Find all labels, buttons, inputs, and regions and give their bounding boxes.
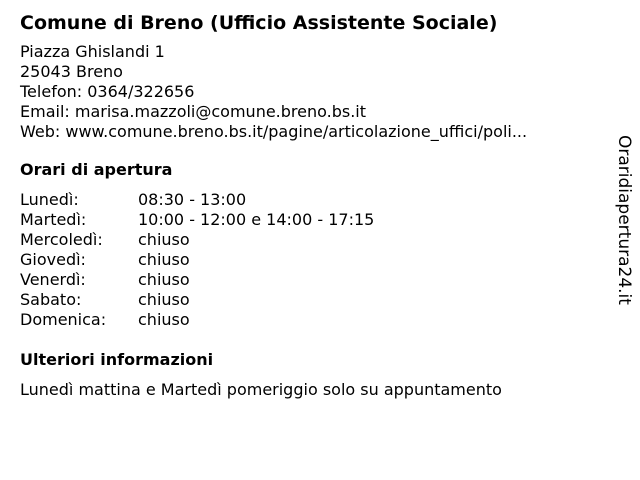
phone: Telefon: 0364/322656 (20, 82, 195, 101)
day-label: Domenica: (20, 310, 107, 329)
time-value: 10:00 - 12:00 e 14:00 - 17:15 (138, 210, 375, 229)
further-info-heading: Ulteriori informazioni (20, 350, 214, 369)
time-value: chiuso (138, 230, 190, 249)
day-label: Martedì: (20, 210, 87, 229)
info-card (20, 10, 600, 400)
hours-row-friday (20, 270, 600, 290)
website-link[interactable]: Web: www.comune.breno.bs.it/pagine/articolazione_uffici/poli... (20, 122, 528, 141)
address-block (20, 42, 600, 142)
day-label: Lunedì: (20, 190, 79, 209)
day-label: Venerdì: (20, 270, 86, 289)
brand-watermark: Oraridiapertura24.it (614, 135, 634, 305)
time-value: chiuso (138, 270, 190, 289)
hours-row-monday (20, 190, 600, 210)
street-address: Piazza Ghislandi 1 (20, 42, 165, 61)
hours-row-saturday (20, 290, 600, 310)
hours-row-wednesday (20, 230, 600, 250)
time-value: 08:30 - 13:00 (138, 190, 247, 209)
email: Email: marisa.mazzoli@comune.breno.bs.it (20, 102, 367, 121)
time-value: chiuso (138, 310, 190, 329)
opening-hours-table (20, 190, 600, 330)
day-label: Mercoledì: (20, 230, 103, 249)
day-label: Giovedì: (20, 250, 86, 269)
time-value: chiuso (138, 250, 190, 269)
city: 25043 Breno (20, 62, 123, 81)
day-label: Sabato: (20, 290, 82, 309)
further-info-text: Lunedì mattina e Martedì pomeriggio solo su appuntamento (20, 380, 502, 399)
hours-row-tuesday (20, 210, 600, 230)
hours-row-thursday (20, 250, 600, 270)
page-title: Comune di Breno (Ufficio Assistente Sociale) (20, 12, 498, 34)
hours-row-sunday (20, 310, 600, 330)
opening-hours-heading: Orari di apertura (20, 160, 173, 179)
time-value: chiuso (138, 290, 190, 309)
